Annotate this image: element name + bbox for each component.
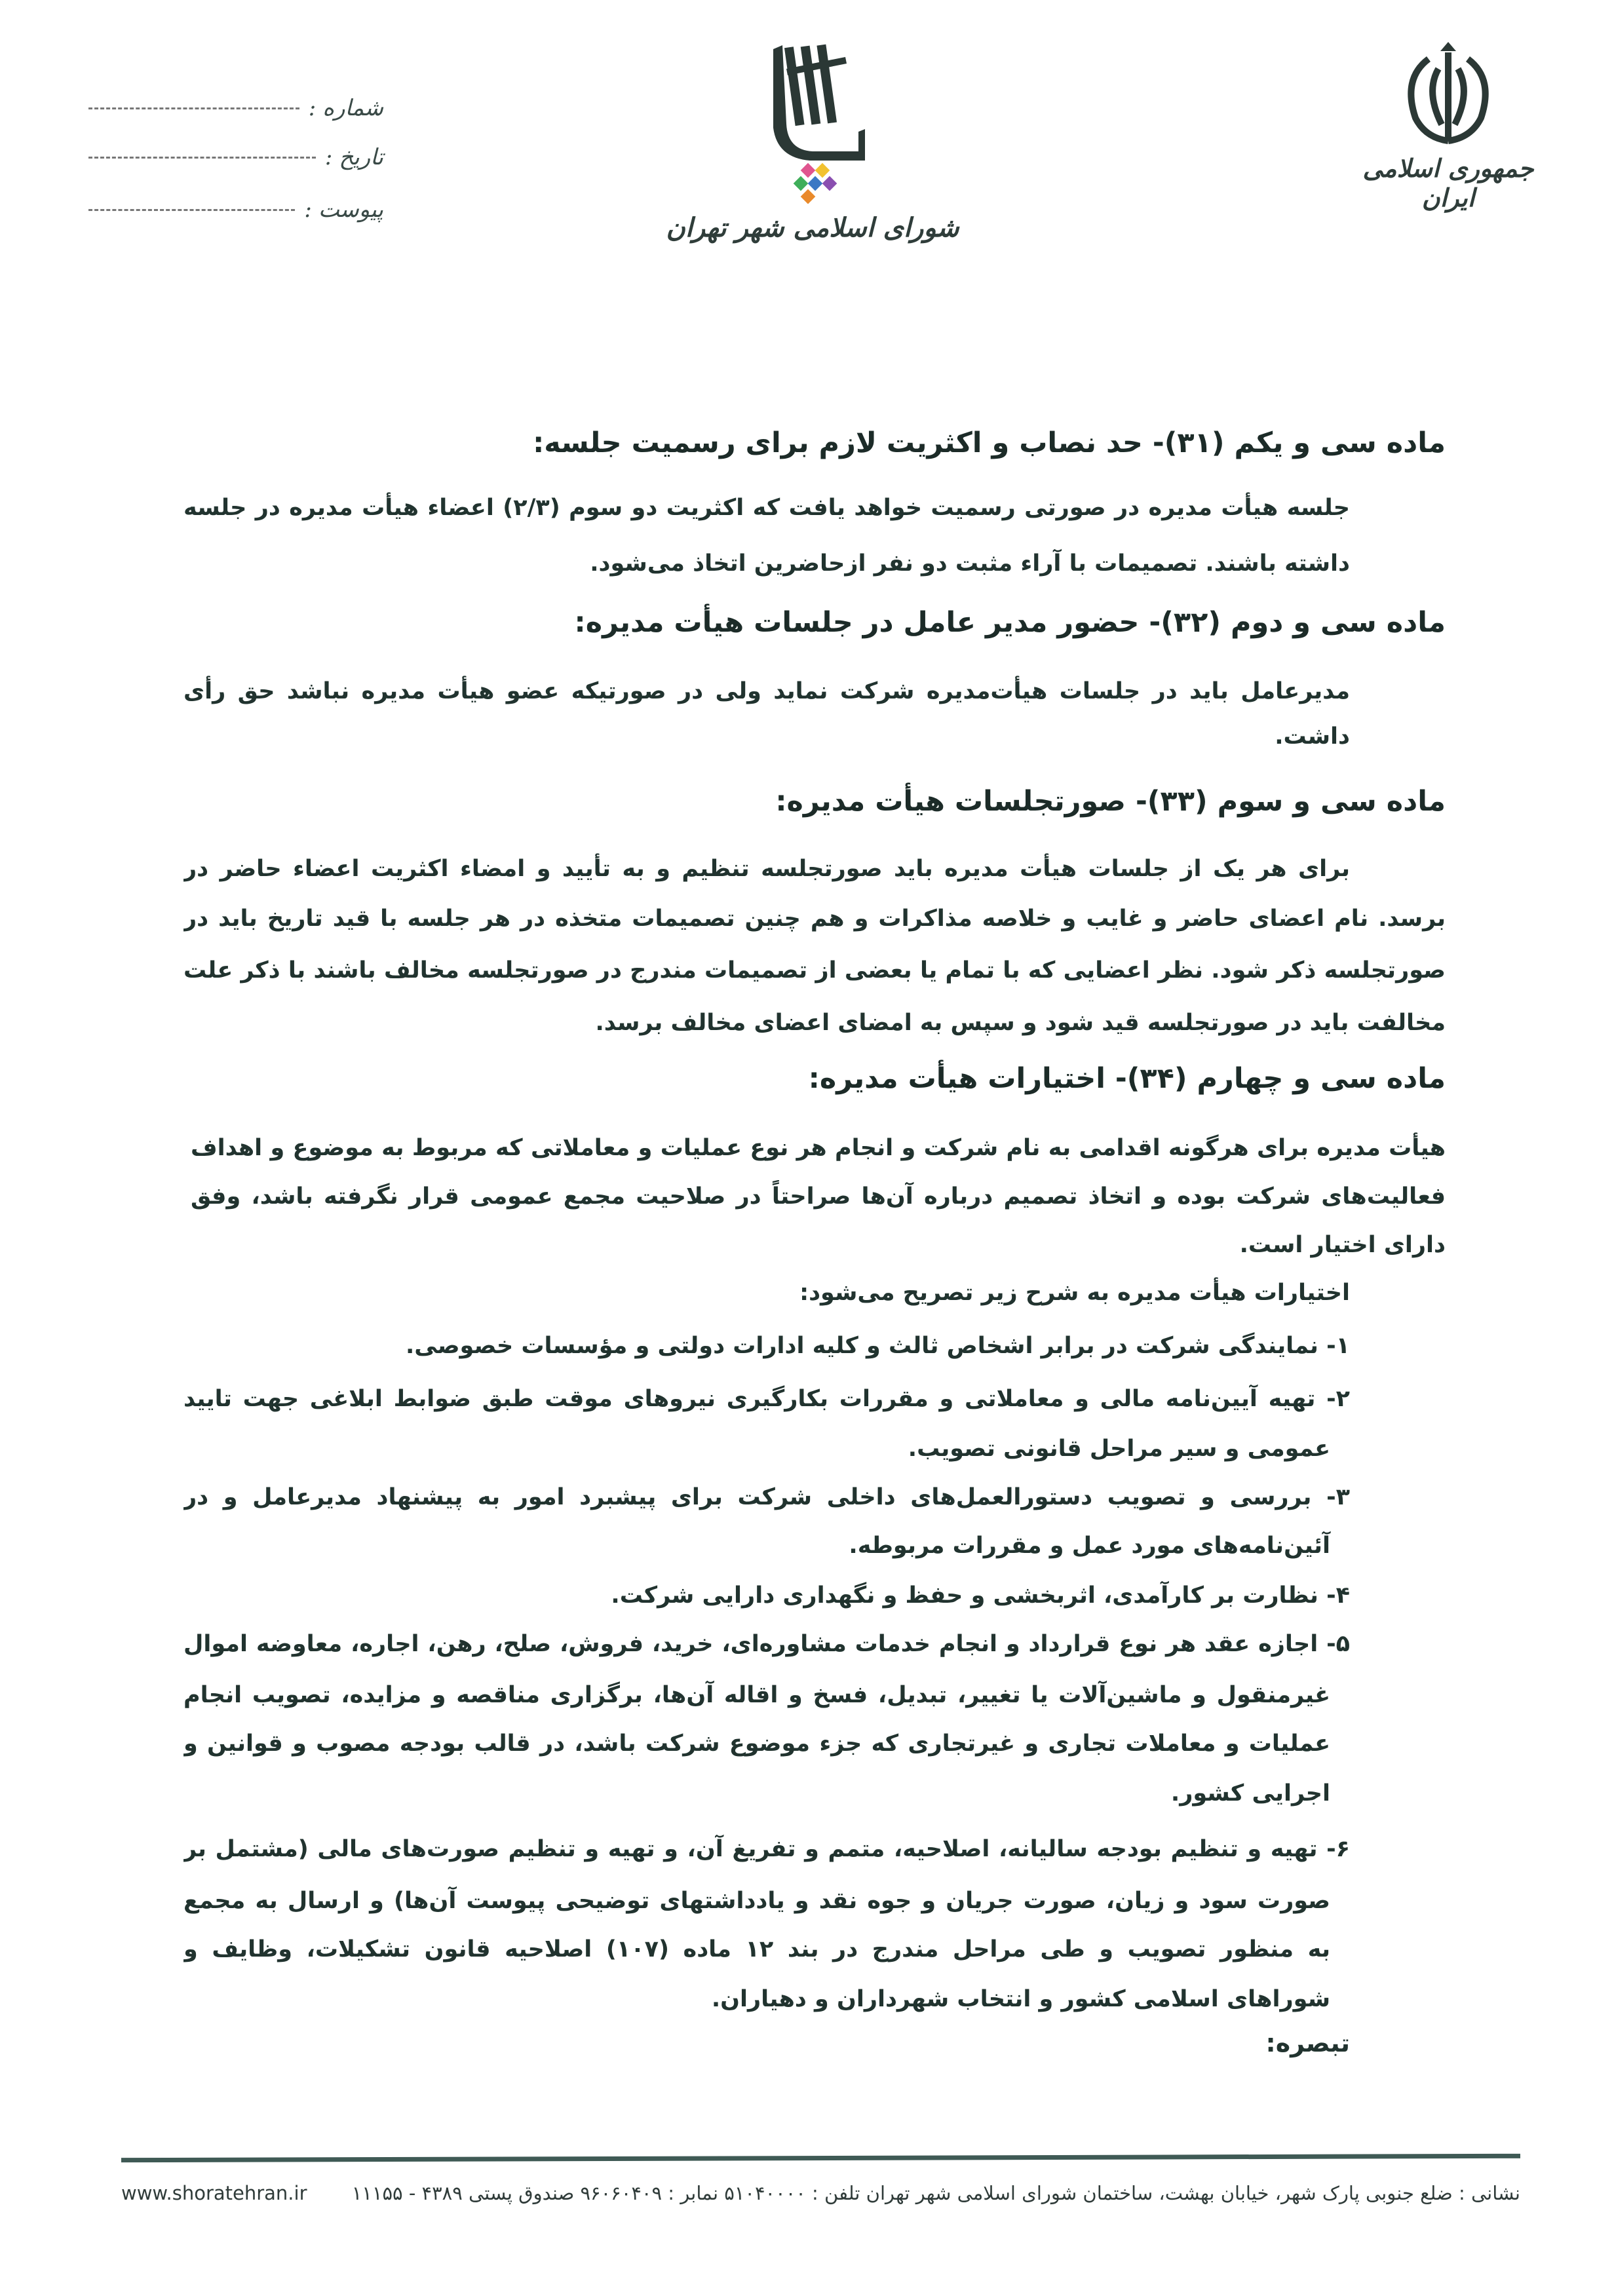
date-blank <box>88 157 316 159</box>
article-32-line: مدیرعامل باید در جلسات هیأت‌مدیره شرکت نماید ولی در صورتیکه عضو هیأت مدیره نباشد حق رأی <box>183 678 1350 704</box>
authority-item-1: ۱- نمایندگی شرکت در برابر اشخاص ثالث و کلیه ادارات دولتی و مؤسسات خصوصی. <box>406 1333 1350 1359</box>
authority-item-6-cont: صورت سود و زیان، صورت جریان و جوه نقد و یادداشتهای توضیحی پیوست آن‌ها) و ارسال به مجمع <box>183 1888 1330 1914</box>
article-33-line: برای هر یک از جلسات هیأت مدیره باید صورتجلسه تنظیم و به تأیید و امضاء اکثریت اعضاء حاضر در <box>183 856 1350 882</box>
article-33-line: مخالفت باید در صورتجلسه قید شود و سپس به امضای اعضای مخالف برسد. <box>595 1010 1446 1036</box>
emblem-icon <box>1389 39 1507 151</box>
authority-item-4: ۴- نظارت بر کارآمدی، اثربخشی و حفظ و نگهداری دارایی شرکت. <box>611 1582 1350 1609</box>
authority-item-3-cont: آئین‌نامه‌های مورد عمل و مقررات مربوطه. <box>849 1533 1330 1559</box>
article-34-line: دارای اختیار است. <box>1239 1232 1446 1258</box>
council-logo-icon <box>727 39 898 210</box>
authority-item-3: ۳- بررسی و تصویب دستورالعمل‌های داخلی شرکت برای پیشبرد امور به پیشنهاد مدیرعامل و در <box>183 1484 1350 1510</box>
attachment-blank <box>88 209 295 211</box>
authority-item-5-cont: عملیات و معاملات تجاری و غیرتجاری که جزء موضوع شرکت باشد، در قالب بودجه مصوب و قوانین و <box>183 1731 1330 1757</box>
number-blank <box>88 107 299 109</box>
emblem-text: جمهوری اسلامی ایران <box>1362 153 1534 212</box>
footer-divider <box>121 2154 1520 2162</box>
authority-item-6: ۶- تهیه و تنظیم بودجه سالیانه، اصلاحیه، متمم و تفریغ آن، و تهیه و تنظیم صورت‌های مالی (مشتمل بر <box>183 1836 1350 1862</box>
tehran-council-logo <box>649 39 976 288</box>
council-name: شورای اسلامی شهر تهران <box>666 212 959 243</box>
authority-item-5-cont: اجرایی کشور. <box>1170 1780 1330 1807</box>
article-34-intro: اختیارات هیأت مدیره به شرح زیر تصریح می‌شود: <box>799 1280 1350 1306</box>
date-label: تاریخ <box>339 144 383 170</box>
article-32-heading: ماده سی و دوم (۳۲)- حضور مدیر عامل در جلسات هیأت مدیره: <box>574 606 1446 639</box>
authority-item-2-cont: عمومی و سیر مراحل قانونی تصویب. <box>908 1436 1330 1462</box>
article-34-line: هیأت مدیره برای هرگونه اقدامی به نام شرکت و انجام هر نوع عملیات و معاملاتی که مربوط به موضوع و اهداف <box>191 1135 1446 1161</box>
attachment-field: پیوست : <box>88 190 383 229</box>
authority-item-2: ۲- تهیه آیین‌نامه مالی و معاملاتی و مقررات بکارگیری نیروهای موقت طبق ضوابط ابلاغی جهت تایید <box>183 1386 1350 1412</box>
number-field: شماره : <box>88 88 383 128</box>
article-32-line: داشت. <box>1275 723 1350 750</box>
article-31-line: داشته باشند. تصمیمات با آراء مثبت دو نفر ازحاضرین اتخاذ می‌شود. <box>590 550 1350 577</box>
article-33-heading: ماده سی و سوم (۳۳)- صورتجلسات هیأت مدیره: <box>775 785 1446 818</box>
authority-item-5: ۵- اجازه عقد هر نوع قرارداد و انجام خدمات مشاوره‌ای، خرید، فروش، صلح، رهن، اجاره، معاوضه اموال <box>183 1631 1350 1657</box>
article-31-line: جلسه هیأت مدیره در صورتی رسمیت خواهد یافت که اکثریت دو سوم (۲/۳) اعضاء هیأت مدیره در جلسه <box>183 495 1350 521</box>
authority-item-5-cont: غیرمنقول و ماشین‌آلات یا تغییر، تبدیل، فسخ و اقاله آن‌ها، برگزاری مناقصه و مزایده، تصویب انجام <box>183 1682 1330 1708</box>
authority-item-6-cont: به منظور تصویب و طی مراحل مندرج در بند ۱۲ ماده (۱۰۷) اصلاحیه قانون تشکیلات، وظایف و <box>183 1936 1330 1962</box>
attachment-label: پیوست <box>318 197 383 223</box>
note-heading: تبصره: <box>1265 2029 1350 2057</box>
authority-item-6-cont: شوراهای اسلامی کشور و انتخاب شهرداران و دهیاران. <box>711 1986 1330 2012</box>
article-33-line: صورتجلسه ذکر شود. نظر اعضایی که با تمام یا بعضی از تصمیمات مندرج در صورتجلسه مخالف باشند با ذکر علت <box>183 957 1446 984</box>
footer-address: نشانی : ضلع جنوبی پارک شهر، خیابان بهشت، ساختمان شورای اسلامی شهر تهران تلفن : ۵۱۰۴۰۰۰۰ نمابر : ۹۶۰۶۰۴۰۹ صندوق پستی ۴۳۸۹ - ۱۱۱۵۵ <box>351 2182 1520 2204</box>
iran-emblem <box>1350 39 1547 210</box>
footer <box>121 2177 1520 2210</box>
article-33-line: برسد. نام اعضای حاضر و غایب و خلاصه مذاکرات و هم چنین تصمیمات متخذه در هر جلسه با قید تاریخ باید در <box>183 906 1446 932</box>
article-31-heading: ماده سی و یکم (۳۱)- حد نصاب و اکثریت لازم برای رسمیت جلسه: <box>533 427 1446 459</box>
article-34-heading: ماده سی و چهارم (۳۴)- اختیارات هیأت مدیره: <box>808 1062 1446 1095</box>
footer-website[interactable]: www.shoratehran.ir <box>121 2182 307 2204</box>
number-label: شماره <box>322 95 383 121</box>
date-field: تاریخ : <box>88 138 383 177</box>
article-34-line: فعالیت‌های شرکت بوده و اتخاذ تصمیم درباره آن‌ها صراحتاً در صلاحیت مجمع عمومی قرار نگرفته باشد، وفق <box>191 1183 1446 1210</box>
